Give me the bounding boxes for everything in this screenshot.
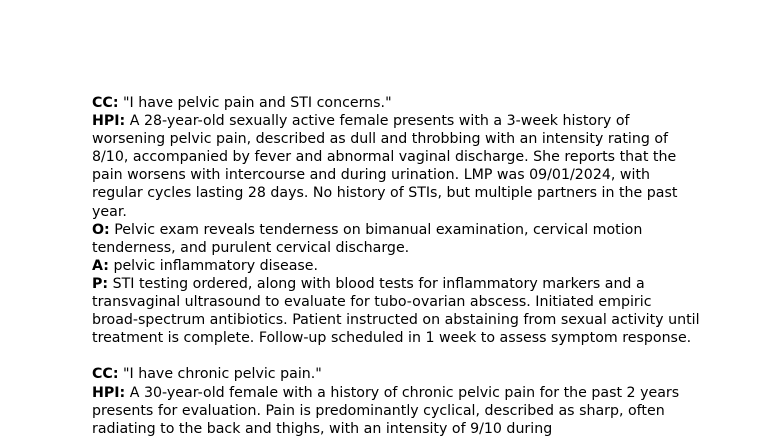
objective	[92, 221, 702, 257]
cc-text: "I have pelvic pain and STI concerns."	[123, 95, 392, 111]
a-label: A:	[92, 257, 109, 274]
cc-label: CC:	[92, 366, 119, 383]
hpi-label: HPI:	[92, 384, 126, 401]
soap-note-2	[92, 365, 702, 437]
chief-complaint	[92, 94, 702, 112]
chief-complaint	[92, 365, 702, 383]
hpi-text: A 30-year-old female with a history of chronic pelvic pain for the past 2 years presents for evaluation. Pain is predominantly cyclical, described as sharp, often radiating to the back and thighs, with an intensity of 9/10 during	[92, 384, 680, 437]
p-label: P:	[92, 275, 109, 292]
cc-label: CC:	[92, 95, 119, 111]
hpi-text: A 28-year-old sexually active female presents with a 3-week history of worsening pelvic pain, described as dull and throbbing with an intensity rating of 8/10, accompanied by fever and abnormal vaginal discharge. She reports that the pain worsens with intercourse and during urination. LMP was 09/01/2024, with regular cycles lasting 28 days. No history of STIs, but multiple partners in the past year.	[92, 113, 678, 220]
a-text: pelvic inflammatory disease.	[113, 257, 319, 274]
hpi-label: HPI:	[92, 113, 126, 130]
cc-text: "I have chronic pelvic pain."	[123, 366, 322, 383]
p-text: STI testing ordered, along with blood tests for inflammatory markers and a transvaginal ultrasound to evaluate for tubo-ovarian abscess. Initiated empiric broad-spectrum antibiotics. Patient instructed on abstaining from sexual activity until treatment is complete. Follow-up scheduled in 1 week to assess symptom response.	[92, 275, 700, 347]
plan	[92, 275, 702, 347]
soap-note-1	[92, 94, 702, 347]
o-label: O:	[92, 221, 110, 238]
history-present-illness	[92, 384, 702, 438]
o-text: Pelvic exam reveals tenderness on bimanual examination, cervical motion tenderness, and purulent cervical discharge.	[92, 221, 643, 256]
clinical-notes	[92, 94, 702, 438]
history-present-illness	[92, 112, 702, 221]
assessment	[92, 257, 702, 275]
